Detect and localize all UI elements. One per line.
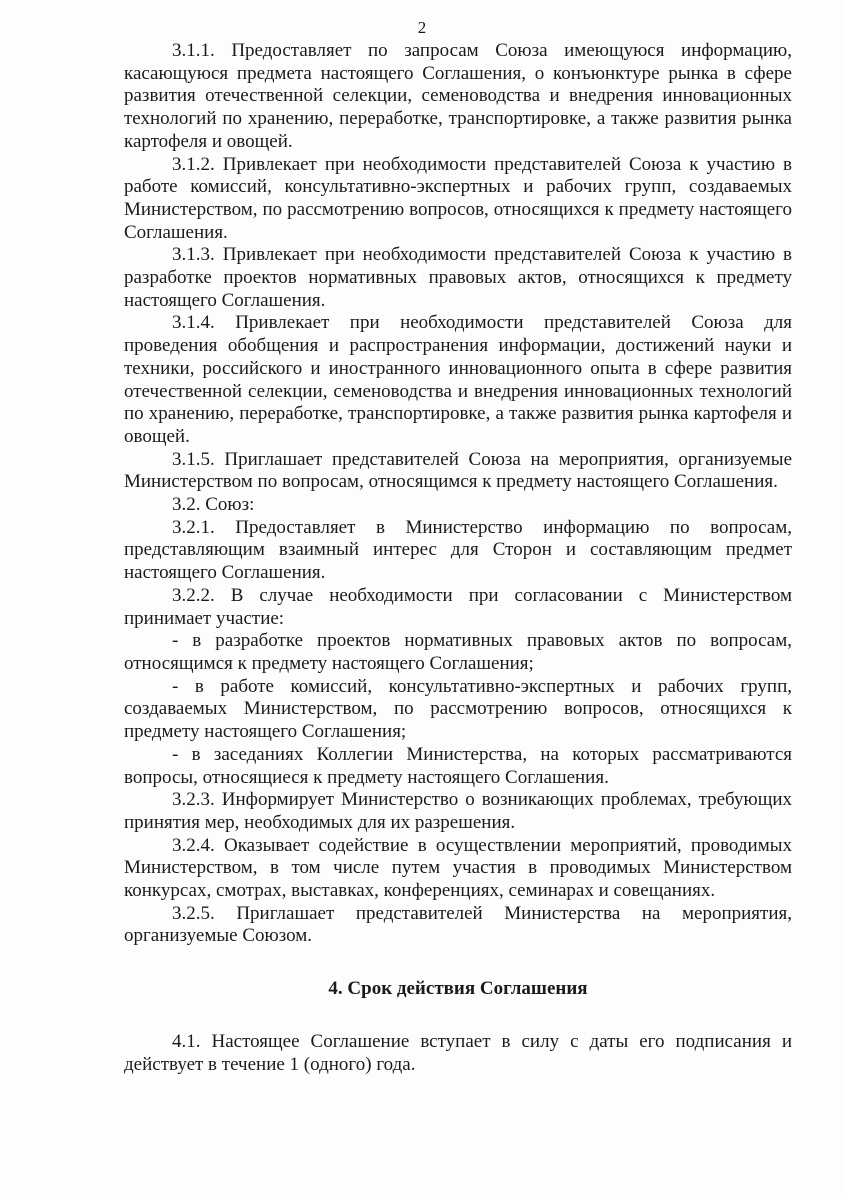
clause-3-2-3: 3.2.3. Информирует Министерство о возникающих проблемах, требующих принятия мер, необходимых для их разрешения. xyxy=(124,789,792,833)
clause-3-2-2-item-3: - в заседаниях Коллегии Министерства, на которых рассматриваются вопросы, относящиеся к предмету настоящего Соглашения. xyxy=(124,743,792,788)
page-number: 2 xyxy=(417,18,427,37)
section-heading: 4. Срок действия Соглашения xyxy=(328,978,588,1000)
clause-3-1-3: 3.1.3. Привлекает при необходимости представителей Союза к участию в разработке проектов нормативных правовых актов, относящихся к предмету настоящего Соглашения. xyxy=(124,244,792,311)
clause-3-2-2-item-2: - в работе комиссий, консультативно-экспертных и рабочих групп, создаваемых Министерством, по рассмотрению вопросов, относящихся к предмету настоящего Соглашения; xyxy=(124,675,792,743)
document-body xyxy=(124,40,792,1076)
clause-3-2-5: 3.2.5. Приглашает представителей Министерства на мероприятия, организуемые Союзом. xyxy=(124,902,792,947)
clause-4-1: 4.1. Настоящее Соглашение вступает в силу с даты его подписания и действует в течение 1 (одного) года. xyxy=(124,1030,792,1075)
clause-3-2-4: 3.2.4. Оказывает содействие в осуществлении мероприятий, проводимых Министерством, в том числе путем участия в проводимых Министерством конкурсах, смотрах, выставках, конференциях, семинарах и совещаниях. xyxy=(124,834,792,902)
clause-3-2-2: 3.2.2. В случае необходимости при согласовании с Министерством принимает участие: xyxy=(124,584,792,629)
clause-3-1-1: 3.1.1. Предоставляет по запросам Союза имеющуюся информацию, касающуюся предмета настоящего Соглашения, о конъюнктуре рынка в сфере развития отечественной селекции, семеноводства и внедрения инновационных технологий по хранению, переработке, транспортировке, а также развития рынка картофеля и овощей. xyxy=(124,40,792,152)
clause-3-1-2: 3.1.2. Привлекает при необходимости представителей Союза к участию в работе комиссий, консультативно-экспертных и рабочих групп, создаваемых Министерством, по рассмотрению вопросов, относящихся к предмету настоящего Соглашения. xyxy=(124,153,792,243)
clause-3-2-1: 3.2.1. Предоставляет в Министерство информацию по вопросам, представляющим взаимный интерес для Сторон и составляющим предмет настоящего Соглашения. xyxy=(124,516,792,584)
clause-3-1-4: 3.1.4. Привлекает при необходимости представителей Союза для проведения обобщения и распространения информации, достижений науки и техники, российского и иностранного инновационного опыта в сфере развития отечественной селекции, семеноводства и внедрения инновационных технологий по хранению, переработке, транспортировке, а также развития рынка картофеля и овощей. xyxy=(124,312,792,447)
clause-3-2-2-item-1: - в разработке проектов нормативных правовых актов по вопросам, относящимся к предмету настоящего Соглашения; xyxy=(124,630,792,674)
clause-3-1-5: 3.1.5. Приглашает представителей Союза на мероприятия, организуемые Министерством по вопросам, относящимся к предмету настоящего Соглашения. xyxy=(124,448,792,493)
clause-3-2: 3.2. Союз: xyxy=(172,494,255,516)
